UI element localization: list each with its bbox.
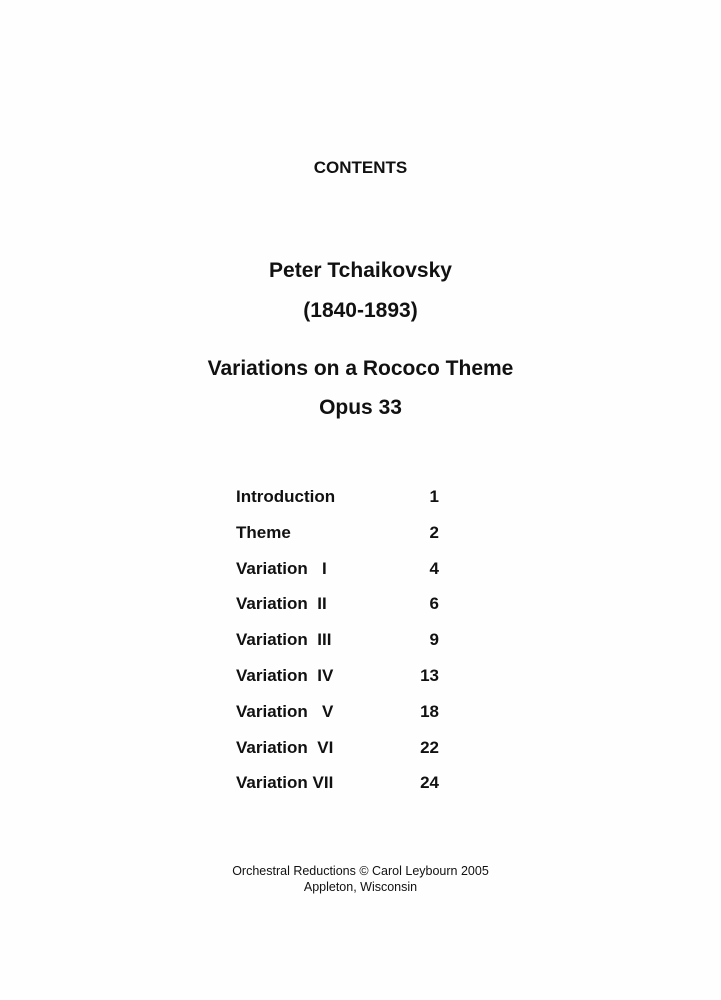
toc-page-number: 4 (429, 558, 439, 578)
toc-label: Variation II (236, 594, 327, 614)
toc-label: Introduction (236, 487, 336, 506)
toc-page-number: 24 (420, 773, 439, 793)
toc-label: Theme (236, 522, 291, 542)
toc-page-number: 13 (420, 665, 439, 685)
toc-page-number: 6 (429, 594, 439, 614)
toc-row-variation-5 (236, 702, 456, 738)
work-title: Variations on a Rococo Theme (207, 357, 514, 380)
toc-row-variation-3 (236, 630, 456, 666)
toc-row-variation-2 (236, 594, 456, 630)
toc-page-number: 2 (429, 522, 439, 542)
toc-label: Variation VII (236, 773, 334, 793)
copyright-line: Orchestral Reductions © Carol Leybourn 2005 (232, 864, 489, 878)
toc-label: Variation III (236, 630, 332, 650)
toc-label: Variation IV (236, 665, 334, 685)
toc-row-theme (236, 523, 456, 559)
toc-page-number: 9 (429, 630, 439, 650)
toc-page-number: 1 (429, 487, 439, 506)
toc-row-variation-7 (236, 773, 456, 809)
composer-dates: (1840-1893) (303, 299, 418, 322)
contents-heading: CONTENTS (313, 158, 408, 177)
toc-row-variation-1 (236, 559, 456, 595)
location-line: Appleton, Wisconsin (303, 880, 418, 894)
toc-row-variation-4 (236, 666, 456, 702)
composer-name: Peter Tchaikovsky (269, 259, 452, 282)
table-of-contents (236, 487, 456, 809)
toc-page-number: 22 (420, 737, 439, 757)
toc-label: Variation VI (236, 737, 334, 757)
toc-page-number: 18 (420, 701, 439, 721)
toc-label: Variation I (236, 558, 327, 578)
opus-number: Opus 33 (319, 396, 402, 419)
toc-row-introduction (236, 487, 456, 523)
toc-label: Variation V (236, 701, 334, 721)
toc-row-variation-6 (236, 738, 456, 774)
